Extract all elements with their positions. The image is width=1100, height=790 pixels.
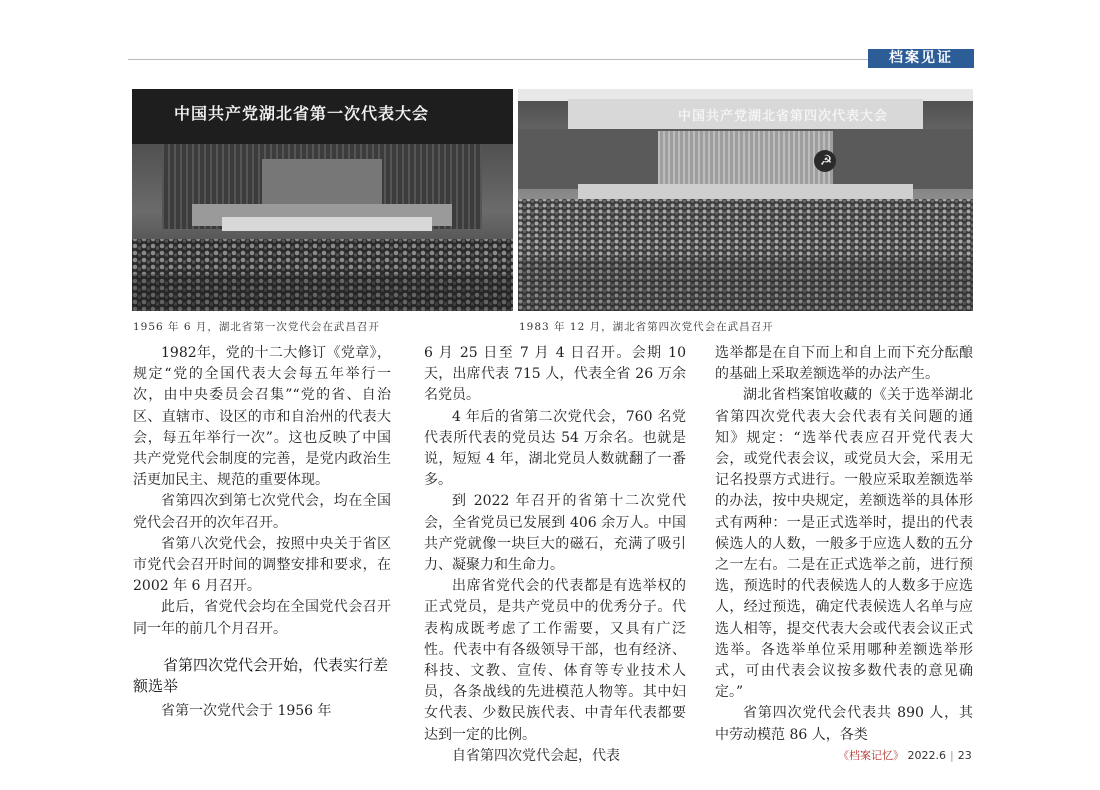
paragraph: 选举都是在自下而上和自上而下充分酝酿的基础上采取差额选举的办法产生。 [715, 345, 973, 383]
paragraph: 1982年，党的十二大修订《党章》，规定“党的全国代表大会每五年举行一次，由中央委员会召集”“党的省、自治区、直辖市、设区的市和自治州的代表大会，每五年举行一次”。这也反映了中国共产党党代会制度的完善，是党内政治生活更加民主、规范的重要体现。 [133, 345, 391, 489]
paragraph: 湖北省档案馆收藏的《关于选举湖北省第四次党代表大会代表有关问题的通知》规定：“选举代表应召开党代表大会，或党代表会议，或党员大会，采用无记名投票方式进行。一般应采取差额选举的办法，按中央规定，差额选举的具体形式有两种：一是正式选举时，提出的代表候选人的人数，一般多于应选人数的五分之一左右。二是在正式选举之前，进行预选，预选时的代表候选人的人数多于应选人，经过预选，确定代表候选人名单与应选人相等，提交代表大会或代表会议正式选举。各选举单位采用哪种差额选举形式，可由代表会议按多数代表的意见确定。” [715, 387, 973, 701]
photo-banner: 中国共产党湖北省第一次代表大会 [174, 104, 430, 123]
page-number: 23 [957, 749, 972, 762]
paragraph: 此后，省党代会均在全国党代会召开同一年的前几个月召开。 [133, 599, 391, 637]
journal-name: 《档案记忆》 [838, 749, 904, 762]
paragraph: 省第四次党代会代表共 890 人，其中劳动模范 86 人，各类 [715, 705, 973, 743]
text-column-2 [424, 343, 686, 764]
paragraph: 出席省党代会的代表都是有选举权的正式党员，是共产党员中的优秀分子。代表构成既考虑了工作需要，又具有广泛性。代表中有各级领导干部，也有经济、科技、文教、宣传、体育等专业技术人员，各条战线的先进模范人物等。其中妇女代表、少数民族代表、中青年代表都要达到一定的比例。 [424, 578, 686, 743]
photo-banner: 中国共产党湖北省第四次代表大会 [678, 109, 889, 124]
page-footer [838, 747, 978, 763]
photo-caption: 1983 年 12 月，湖北省第四次党代会在武昌召开 [519, 321, 774, 333]
photo-fourth-congress [518, 89, 973, 311]
paragraph: 到 2022 年召开的省第十二次党代会，全省党员已发展到 406 余万人。中国共产党就像一块巨大的磁石，充满了吸引力、凝聚力和生命力。 [424, 493, 686, 574]
section-heading: 省第四次党代会开始，代表实行差额选举 [133, 655, 389, 695]
text-column-1 [133, 343, 391, 728]
paragraph: 省第八次党代会，按照中央关于省区市党代会召开时间的调整安排和要求，在 2002 年 6 月召开。 [133, 535, 391, 595]
paragraph: 自省第四次党代会起，代表 [452, 747, 620, 764]
party-emblem-icon: ☭ [819, 153, 833, 169]
issue-number: 2022.6 [907, 749, 946, 762]
paragraph: 省第一次党代会于 1956 年 [161, 702, 332, 719]
paragraph: 6 月 25 日至 7 月 4 日召开。会期 10 天，出席代表 715 人，代表全省 26 万余名党员。 [424, 345, 686, 404]
footer-separator: | [950, 749, 954, 762]
section-tag: 档案见证 [868, 49, 974, 68]
header-rule [128, 59, 868, 60]
photo-caption: 1956 年 6 月，湖北省第一次党代会在武昌召开 [133, 321, 380, 333]
paragraph: 省第四次到第七次党代会，均在全国党代会召开的次年召开。 [133, 493, 391, 531]
text-column-3 [715, 343, 973, 743]
photo-first-congress [132, 89, 513, 311]
paragraph: 4 年后的省第二次党代会，760 名党代表所代表的党员达 54 万余名。也就是说，短短 4 年，湖北党员人数就翻了一番多。 [424, 408, 686, 489]
